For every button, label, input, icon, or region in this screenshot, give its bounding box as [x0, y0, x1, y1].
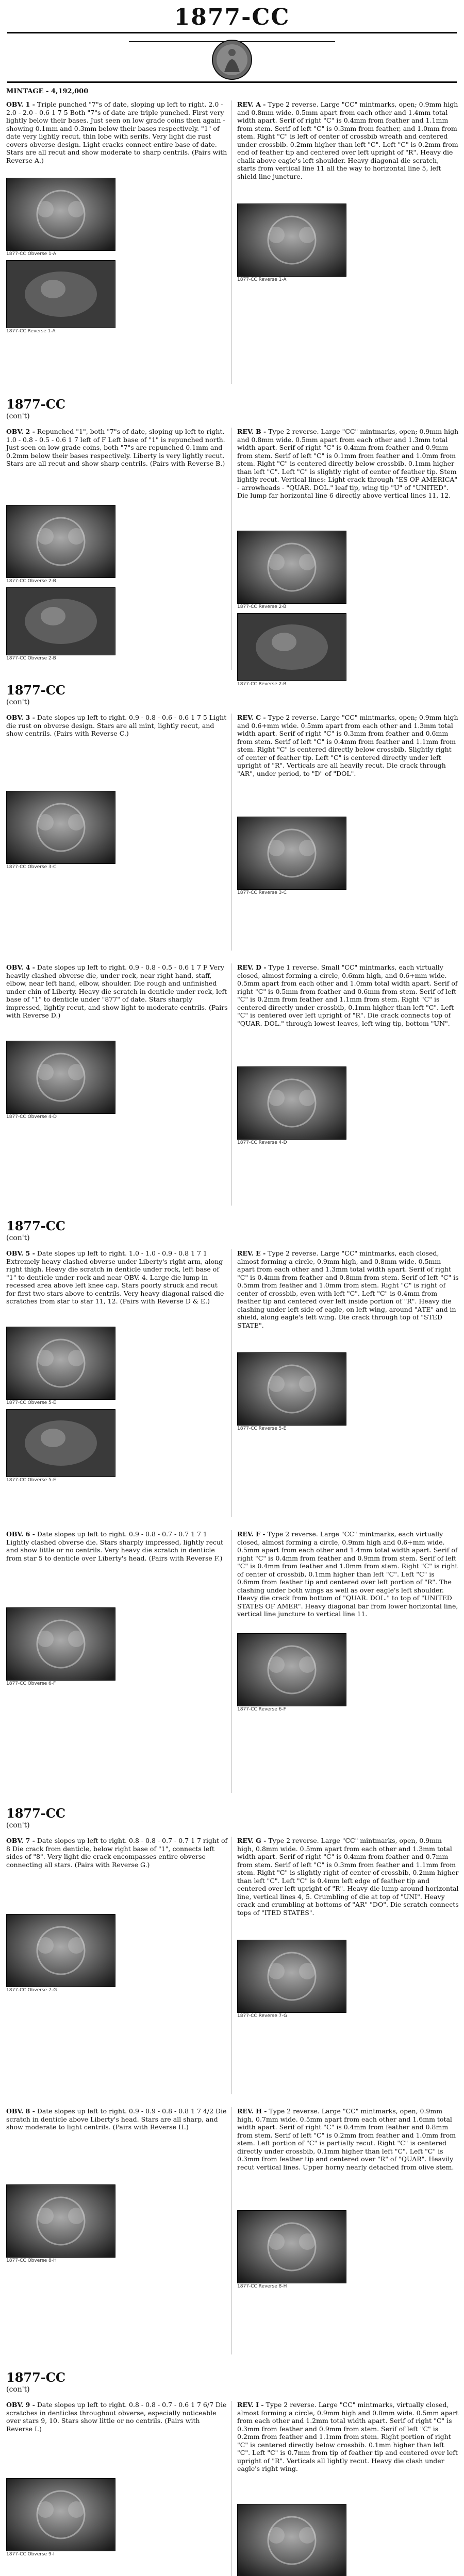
obverse-photo-secondary [6, 587, 115, 655]
reverse-heading: REV. C - [237, 714, 266, 721]
photo-caption: 1877-CC Obverse 1-A [6, 251, 56, 257]
mintage-label: MINTAGE [6, 88, 44, 95]
section-heading: 1877-CC [6, 1806, 65, 1821]
obverse-photo [6, 2184, 115, 2258]
photo-caption: 1877-CC Reverse 6-F [237, 1707, 286, 1712]
reverse-photo [237, 2504, 346, 2576]
section-heading: 1877-CC [6, 2370, 65, 2385]
section-heading: 1877-CC [6, 397, 65, 412]
column-divider [231, 2107, 232, 2354]
obverse-text: Date slopes up left to right. 0.8 - 0.8 - 0.7 - 0.7 1 7 right of 8 Die crack from denticle, below right base of "1", connects left sides of "8". Very light die crack encompasses entire obverse connecting all stars. (Pairs with Reverse G.) [6, 1837, 228, 1869]
reverse-text: Type 2 reverse. Large "CC" mintmarks, open, 0.9mm high, 0.8mm wide. 0.5mm apart from each other and 1.3mm total width apart. Serif of right "C" is 0.4mm from feather and 0.7mm from stem. Serif of left "C" is 0.3mm from feather and 1.1mm from stem. Right "C" is slightly right of center of crossbib, 0.2mm higher than left "C". Left "C" is 0.4mm left edge of feather tip and centered over left upright of "R". Heavy die lump around horizontal line, vertical lines 4, 5. Crumbling of die at top of "UNI". Heavy crack and crumbling at bottoms of "AR" "DO". Die scratch connects tops of "ITED STATES". [237, 1837, 459, 1917]
obverse-photo [6, 178, 115, 251]
obverse-photo-secondary [6, 1409, 115, 1477]
obverse-text: Date slopes up left to right. 0.9 - 0.8 - 0.7 - 0.7 1 7 1 Lightly clashed obverse die. Stars sharply impressed, lightly recut and show little or no centrils. Very heavy die scratch in denticle from star 5 to denticle over Liberty's head. (Pairs with Reverse F.) [6, 1530, 224, 1562]
obverse-description [6, 2401, 228, 2433]
reverse-heading: REV. E - [237, 1249, 266, 1257]
mintage: MINTAGE - 4,192,000 [6, 88, 89, 95]
obverse-heading: OBV. 1 - [6, 100, 35, 108]
section-subheading: (con't) [6, 698, 30, 706]
photo-caption: 1877-CC Obverse 4-D [6, 1114, 57, 1120]
obverse-description [6, 428, 228, 468]
column-divider [231, 714, 232, 951]
column-divider [231, 1530, 232, 1793]
variety-section [0, 963, 464, 1211]
photo-caption-secondary: 1877-CC Reverse 1-A [6, 329, 56, 334]
obverse-description [6, 963, 228, 1020]
reverse-description [237, 963, 459, 1027]
obverse-photo [6, 1914, 115, 1987]
photo-caption: 1877-CC Reverse 5-E [237, 1426, 287, 1431]
reverse-photo [237, 1352, 346, 1426]
obverse-photo [6, 2478, 115, 2551]
obverse-description [6, 1249, 228, 1306]
photo-caption: 1877-CC Obverse 2-B [6, 579, 56, 584]
reverse-text: Type 2 reverse. Large "CC" mintmarks, open, 0.9mm high, 0.7mm wide. 0.5mm apart from each other and 1.6mm total width apart. Serif of right "C" is 0.4mm from feather and 0.8mm from stem. Serif of left "C" is 0.2mm from feather and 1.0mm from stem. Left portion of "C" is partially recut. Right "C" is centered directly under crossbib, 0.1mm higher than left "C". Left "C" is 0.3mm from feather tip and centered over "R" of "QUAR". Heavily recut vertical lines. Upper horny nearly detached from olive stem. [237, 2107, 456, 2171]
photo-caption-secondary: 1877-CC Obverse 2-B [6, 656, 56, 661]
obverse-text: Date slopes up left to right. 1.0 - 1.0 - 0.9 - 0.8 1 7 1 Extremely heavy clashed obverse under Liberty's right arm, along right thigh. Heavy die scratch in denticle under rock, left base of "1" to denticle under rock and near OBV. 4. Large die lump in recessed area above left knee cap. Stars poorly struck and recut for first two stars above to centrils. Very heavy diagonal raised die scratches from star to star 11, 12. (Pairs with Reverse D & E.) [6, 1249, 224, 1305]
reverse-heading: REV. H - [237, 2107, 267, 2115]
photo-caption-secondary: 1877-CC Obverse 5-E [6, 1478, 56, 1483]
reverse-description [237, 2107, 459, 2171]
obverse-text: Triple punched "7"s of date, sloping up left to right. 2.0 - 2.0 - 2.0 - 0.6 1 7 5 Both "7"s of date are triple punched. First very lightly below their bases. Just seen on low grade coins then again - showing 0.1mm and 0.3mm below their bases respectively. "1" of date very lightly recut, thin lobe with serifs. Very light die rust covers obverse design. Light cracks connect entire base of date. Stars are all recut and show moderate to sharp centrils. (Pairs with Reverse A.) [6, 100, 227, 164]
obverse-photo [6, 1607, 115, 1681]
obverse-text: Date slopes up left to right. 0.9 - 0.9 - 0.8 - 0.8 1 7 4/2 Die scratch in denticle above Liberty's head. Stars are all sharp, and show moderate to light centrils. (Pairs with Reverse H.) [6, 2107, 227, 2131]
reverse-photo [237, 1066, 346, 1140]
obverse-heading: OBV. 4 - [6, 963, 35, 971]
photo-caption: 1877-CC Obverse 6-F [6, 1681, 56, 1686]
variety-section [0, 100, 464, 389]
header-rule-top [7, 32, 457, 33]
column-divider [231, 1837, 232, 2094]
reverse-description [237, 2401, 459, 2473]
reverse-photo [237, 817, 346, 890]
reverse-text: Type 2 reverse. Large "CC" mintmarks, open; 0.9mm high and 0.6+mm wide. 0.5mm apart from each other and 1.3mm total width apart. Serif of right "C" is 0.3mm from feather and 0.6mm from stem. Serif of left "C" is 0.4mm from feather and 1.1mm from stem. Right "C" is centered directly below crossbib. Slightly right of center of feather tip. Left "C" is centered directly under left upright of "R". Verticals are all heavily recut. Die crack through "AR", under period, to "D" of "DOL". [237, 714, 458, 777]
photo-caption: 1877-CC Reverse 2-B [237, 604, 287, 609]
reverse-description [237, 1249, 459, 1329]
section-heading: 1877-CC [6, 683, 65, 698]
reverse-photo [237, 204, 346, 277]
variety-section [0, 683, 464, 956]
reverse-description [237, 1530, 459, 1618]
reverse-description [237, 714, 459, 777]
obverse-text: Date slopes up left to right. 0.9 - 0.8 - 0.6 - 0.6 1 7 5 Light die rust on obverse design. Stars are all mint, lightly recut, and show centrils. (Pairs with Reverse C.) [6, 714, 227, 737]
photo-caption: 1877-CC Obverse 5-E [6, 1400, 56, 1405]
section-subheading: (con't) [6, 1234, 30, 1242]
variety-section [0, 1806, 464, 2099]
reverse-text: Type 2 reverse. Large "CC" mintmarks, each virtually closed, almost forming a circle, 0.9mm high and 0.6+mm wide. 0.5mm apart from each other and 1.4mm total width apart. Serif of right "C" is 0.4mm from feather and 0.9mm from stem. Serif of left "C" is 0.4mm from feather and 1.0mm from stem. Right "C" is right of center of crossbib, 0.1mm higher than left "C". Left "C" is 0.6mm from feather tip and centered over left portion of "R". The clashing under both wings as well as over eagle's left shoulder. Heavy die crack from bottom of "QUAR. DOL." to top of "UNITED STATES OF AMER". Heavy diagonal bar from lower horizontal line, vertical line juncture to vertical line 11. [237, 1530, 458, 1618]
column-divider [231, 963, 232, 1206]
variety-section [0, 1530, 464, 1798]
mintage-value: 4,192,000 [51, 88, 89, 95]
reverse-heading: REV. A - [237, 100, 266, 108]
page-title: 1877-CC [174, 4, 290, 30]
column-divider [231, 2401, 232, 2576]
reverse-heading: REV. B - [237, 428, 267, 435]
reverse-heading: REV. G - [237, 1837, 267, 1844]
obverse-heading: OBV. 9 - [6, 2401, 35, 2409]
page-header [0, 0, 464, 95]
column-divider [231, 1249, 232, 1517]
photo-caption: 1877-CC Reverse 4-D [237, 1140, 287, 1145]
photo-caption: 1877-CC Reverse 8-H [237, 2284, 287, 2289]
obverse-heading: OBV. 7 - [6, 1837, 35, 1844]
variety-section [0, 2107, 464, 2360]
section-subheading: (con't) [6, 1821, 30, 1829]
reverse-text: Type 2 reverse. Large "CC" mintmarks, open; 0.9mm high and 0.8mm wide. 0.5mm apart from each other and 1.3mm total width apart. Serif of right "C" is 0.4mm from feather and 0.9mm from stem. Serif of left "C" is 0.1mm from feather and 1.0mm from stem. Right "C" is centered directly below crossbib. 0.1mm higher than left "C". Left "C" is slightly right of center of feather tip. Stem lightly recut. Vertical lines: Light crack through "ES OF AMERICA" - arrowheads - "QUAR. DOL." leaf tip, wing tip "U" of "UNITED". Die lump far horizontal line 6 directly above vertical lines 11, 12. [237, 428, 459, 499]
header-coin-illustration [129, 36, 335, 82]
reverse-heading: REV. D - [237, 963, 267, 971]
obverse-photo [6, 505, 115, 578]
obverse-heading: OBV. 5 - [6, 1249, 35, 1257]
obverse-photo-secondary [6, 260, 115, 328]
obverse-description [6, 100, 228, 164]
photo-caption: 1877-CC Reverse 1-A [237, 277, 287, 282]
obverse-photo [6, 1041, 115, 1114]
reverse-description [237, 100, 459, 180]
column-divider [231, 100, 232, 384]
reverse-text: Type 2 reverse. Large "CC" mintmarks, each closed, almost forming a circle, 0.9mm high, and 0.8mm wide. 0.5mm apart from each other and 1.3mm total width apart. Serif of right "C" is 0.4mm from feather and 0.8mm from stem. Serif of left "C" is 0.5mm from feather and 1.0mm from stem. Right "C" is right of center of crossbib, even with left "C". Left "C" is 0.4mm from feather tip and centered over left inside portion of "R". Heavy die clashing under left side of eagle, on left wing, around "ATE" and in shield, along eagle's left wing. Die crack through top of "STED STATE". [237, 1249, 459, 1329]
obverse-text: Repunched "1", both "7"s of date, sloping up left to right. 1.0 - 0.8 - 0.5 - 0.6 1 7 left of F Left base of "1" is repunched north. Just seen on low grade coins, both "7"s are repunched 0.1mm and 0.2mm below their bases respectively. Liberty is very lightly recut. Stars are all recut and show sharp centrils. (Pairs with Reverse B.) [6, 428, 225, 467]
obverse-photo [6, 791, 115, 864]
photo-caption: 1877-CC Reverse 3-C [237, 890, 287, 895]
obverse-text: Date slopes up left to right. 0.9 - 0.8 - 0.5 - 0.6 1 7 F Very heavily clashed obverse die, under rock, near right hand, staff, elbow, near left hand, elbow, shoulder. Die rough and unfinished under chin of Liberty. Heavy die scratch in denticle under rock, left base of "1" to denticle under "877" of date. Stars sharply impressed, lightly recut, and show light to moderate centrils. (Pairs with Reverse D.) [6, 963, 228, 1019]
obverse-heading: OBV. 3 - [6, 714, 35, 721]
obverse-heading: OBV. 6 - [6, 1530, 35, 1538]
column-divider [231, 428, 232, 670]
obverse-text: Date slopes up left to right. 0.8 - 0.8 - 0.7 - 0.6 1 7 6/7 Die scratches in denticles throughout obverse, especially noticeable over stars 9, 10. Stars show little or no centrils. (Pairs with Reverse I.) [6, 2401, 227, 2433]
photo-caption: 1877-CC Obverse 8-H [6, 2258, 57, 2263]
section-subheading: (con't) [6, 2385, 30, 2394]
reverse-description [237, 1837, 459, 1917]
variety-section [0, 397, 464, 687]
obverse-description [6, 1837, 228, 1869]
photo-caption: 1877-CC Obverse 7-G [6, 1988, 57, 1993]
reverse-text: Type 1 reverse. Small "CC" mintmarks, each virtually closed, almost forming a circle, 0.6mm high, and 0.6+mm wide. 0.5mm apart from each other and 1.0mm total width apart. Serif of right "C" is 0.5mm from feather and 0.6mm from stem. Serif of left "C" is 0.2mm from feather and 1.1mm from stem. Right "C" is centered directly under crossbib, 0.1mm higher than left "C". Left "C" is centered over left upright of "R". Die crack connects top of "QUAR. DOL." through lowest leaves, left wing tip, bottom "UN". [237, 963, 458, 1027]
section-subheading: (con't) [6, 412, 30, 420]
reverse-photo [237, 531, 346, 604]
header-rule-bottom [7, 81, 457, 83]
reverse-photo [237, 1633, 346, 1706]
reverse-photo [237, 1940, 346, 2013]
variety-section [0, 1218, 464, 1522]
photo-caption: 1877-CC Reverse 7-G [237, 2013, 287, 2019]
photo-caption-secondary: 1877-CC Reverse 2-B [237, 682, 287, 687]
reverse-description [237, 428, 459, 500]
reverse-photo-secondary [237, 613, 346, 681]
obverse-heading: OBV. 2 - [6, 428, 35, 435]
obverse-heading: OBV. 8 - [6, 2107, 35, 2115]
reverse-heading: REV. F - [237, 1530, 266, 1538]
obverse-description [6, 714, 228, 738]
reverse-text: Type 2 reverse. Large "CC" mintmarks, open; 0.9mm high and 0.8mm wide. 0.5mm apart from each other and 1.4mm total width apart. Serif of right "C" is 0.4mm from feather and 1.1mm from stem. Serif of left "C" is 0.3mm from feather, and 1.0mm from stem. Right "C" is left of center of crossbib wreath and centered under crossbib. 0.2mm higher than left "C". Left "C" is 0.2mm from end of feather tip and centered over left upright of "R". Heavy die chalk above eagle's left shoulder. Heavy diagonal die scratch, starts from vertical line 11 all the way to horizontal line 5, left shield line juncture. [237, 100, 458, 180]
obverse-description [6, 2107, 228, 2131]
reverse-photo [237, 2210, 346, 2283]
obverse-photo [6, 1327, 115, 1400]
photo-caption: 1877-CC Obverse 9-I [6, 2552, 55, 2557]
reverse-text: Type 2 reverse. Large "CC" mintmarks, virtually closed, almost forming a circle, 0.9mm high and 0.8mm wide. 0.5mm apart from each other and 1.2mm total width apart. Serif of right "C" is 0.3mm from feather and 0.9mm from stem. Serif of left "C" is 0.2mm from feather and 1.1mm from stem. Right portion of right "C" is centered directly below crossbib. 0.1mm higher than left "C". Left "C" is 0.7mm from tip of feather tip and centered over left upright of "R". Verticals all lightly recut. Heavy die clash under eagle's right wing. [237, 2401, 459, 2472]
obverse-description [6, 1530, 228, 1562]
photo-caption: 1877-CC Obverse 3-C [6, 865, 57, 870]
variety-section [0, 2370, 464, 2576]
section-heading: 1877-CC [6, 1218, 65, 1233]
reverse-heading: REV. I - [237, 2401, 264, 2409]
